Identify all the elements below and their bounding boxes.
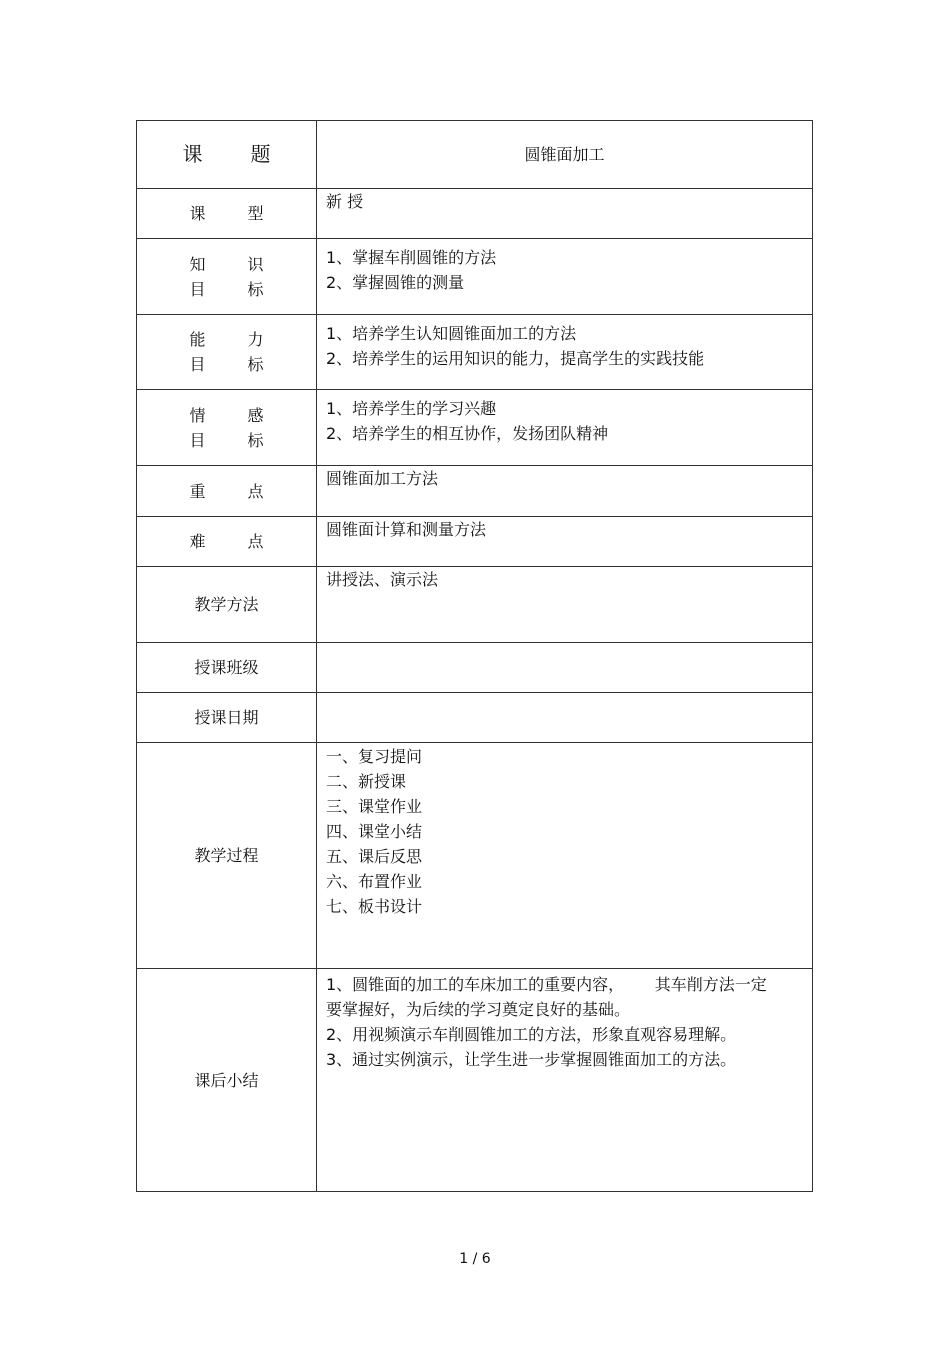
- summary-label: 课后小结: [137, 969, 317, 1192]
- emotion-value: [317, 390, 813, 466]
- summary-line-2: 要掌握好，为后续的学习奠定良好的基础。: [326, 1000, 631, 1019]
- method-value: 讲授法、演示法: [317, 567, 813, 643]
- emotion-label-1a: 情: [189, 405, 206, 425]
- lesson-plan-table: [136, 120, 813, 1192]
- emotion-label-1b: 感: [247, 405, 264, 425]
- knowledge-line-1: 1、掌握车削圆锥的方法: [326, 248, 497, 267]
- process-line-2: 二、新授课: [326, 772, 407, 791]
- emotion-label-cell: [137, 390, 317, 466]
- summary-line-1: 1、圆锥面的加工的车床加工的重要内容， 其车削方法一定: [326, 975, 767, 994]
- row-emotion: [137, 390, 813, 466]
- ability-line-2: 2、培养学生的运用知识的能力，提高学生的实践技能: [326, 349, 705, 368]
- row-type: [137, 189, 813, 239]
- knowledge-label-2b: 标: [247, 279, 264, 299]
- knowledge-value: [317, 239, 813, 315]
- process-line-4: 四、课堂小结: [326, 822, 423, 841]
- difficulty-value: 圆锥面计算和测量方法: [317, 517, 813, 567]
- knowledge-label-1a: 知: [189, 254, 206, 274]
- class-value: [317, 643, 813, 693]
- process-line-3: 三、课堂作业: [326, 797, 423, 816]
- date-label: 授课日期: [137, 693, 317, 743]
- row-difficulty: [137, 517, 813, 567]
- process-label: 教学过程: [137, 743, 317, 969]
- difficulty-label-a: 难: [189, 532, 206, 551]
- ability-label-1b: 力: [247, 330, 264, 349]
- summary-value: [317, 969, 813, 1192]
- row-ability: [137, 315, 813, 390]
- ability-label-cell: [137, 315, 317, 390]
- summary-line-4: 3、通过实例演示，让学生进一步掌握圆锥面加工的方法。: [326, 1050, 737, 1069]
- row-method: [137, 567, 813, 643]
- key-point-value: 圆锥面加工方法: [317, 466, 813, 517]
- date-value: [317, 693, 813, 743]
- type-label-cell: [137, 189, 317, 239]
- method-label: 教学方法: [137, 567, 317, 643]
- row-date: [137, 693, 813, 743]
- row-knowledge: [137, 239, 813, 315]
- title-label-a: 课: [182, 142, 203, 166]
- page-number: 1 / 6: [459, 1251, 491, 1267]
- title-label-cell: [137, 121, 317, 189]
- class-label: 授课班级: [137, 643, 317, 693]
- summary-line-3: 2、用视频演示车削圆锥加工的方法，形象直观容易理解。: [326, 1025, 737, 1044]
- ability-value: [317, 315, 813, 390]
- key-point-label-b: 点: [247, 481, 264, 501]
- type-value: 新 授: [317, 189, 813, 239]
- ability-label-2b: 标: [247, 355, 264, 374]
- difficulty-label-cell: [137, 517, 317, 567]
- type-label-b: 型: [247, 204, 264, 223]
- row-key-point: [137, 466, 813, 517]
- row-title: [137, 121, 813, 189]
- process-line-6: 六、布置作业: [326, 872, 423, 891]
- ability-label-1a: 能: [189, 330, 206, 349]
- emotion-label-2b: 标: [247, 430, 264, 450]
- row-summary: [137, 969, 813, 1192]
- process-value: [317, 743, 813, 969]
- emotion-line-1: 1、培养学生的学习兴趣: [326, 399, 497, 418]
- emotion-label-2a: 目: [189, 430, 206, 450]
- knowledge-label-2a: 目: [189, 279, 206, 299]
- knowledge-label-cell: [137, 239, 317, 315]
- key-point-label-a: 重: [189, 481, 206, 501]
- ability-line-1: 1、培养学生认知圆锥面加工的方法: [326, 324, 577, 343]
- title-label-b: 题: [250, 142, 271, 166]
- knowledge-line-2: 2、掌握圆锥的测量: [326, 273, 465, 292]
- key-point-label-cell: [137, 466, 317, 517]
- title-value: 圆锥面加工: [317, 121, 813, 189]
- type-label-a: 课: [189, 204, 206, 223]
- process-line-7: 七、板书设计: [326, 897, 423, 916]
- process-line-1: 一、复习提问: [326, 747, 423, 766]
- ability-label-2a: 目: [189, 355, 206, 374]
- process-line-5: 五、课后反思: [326, 847, 423, 866]
- emotion-line-2: 2、培养学生的相互协作，发扬团队精神: [326, 424, 609, 443]
- row-class: [137, 643, 813, 693]
- knowledge-label-1b: 识: [247, 254, 264, 274]
- difficulty-label-b: 点: [247, 532, 264, 551]
- row-process: [137, 743, 813, 969]
